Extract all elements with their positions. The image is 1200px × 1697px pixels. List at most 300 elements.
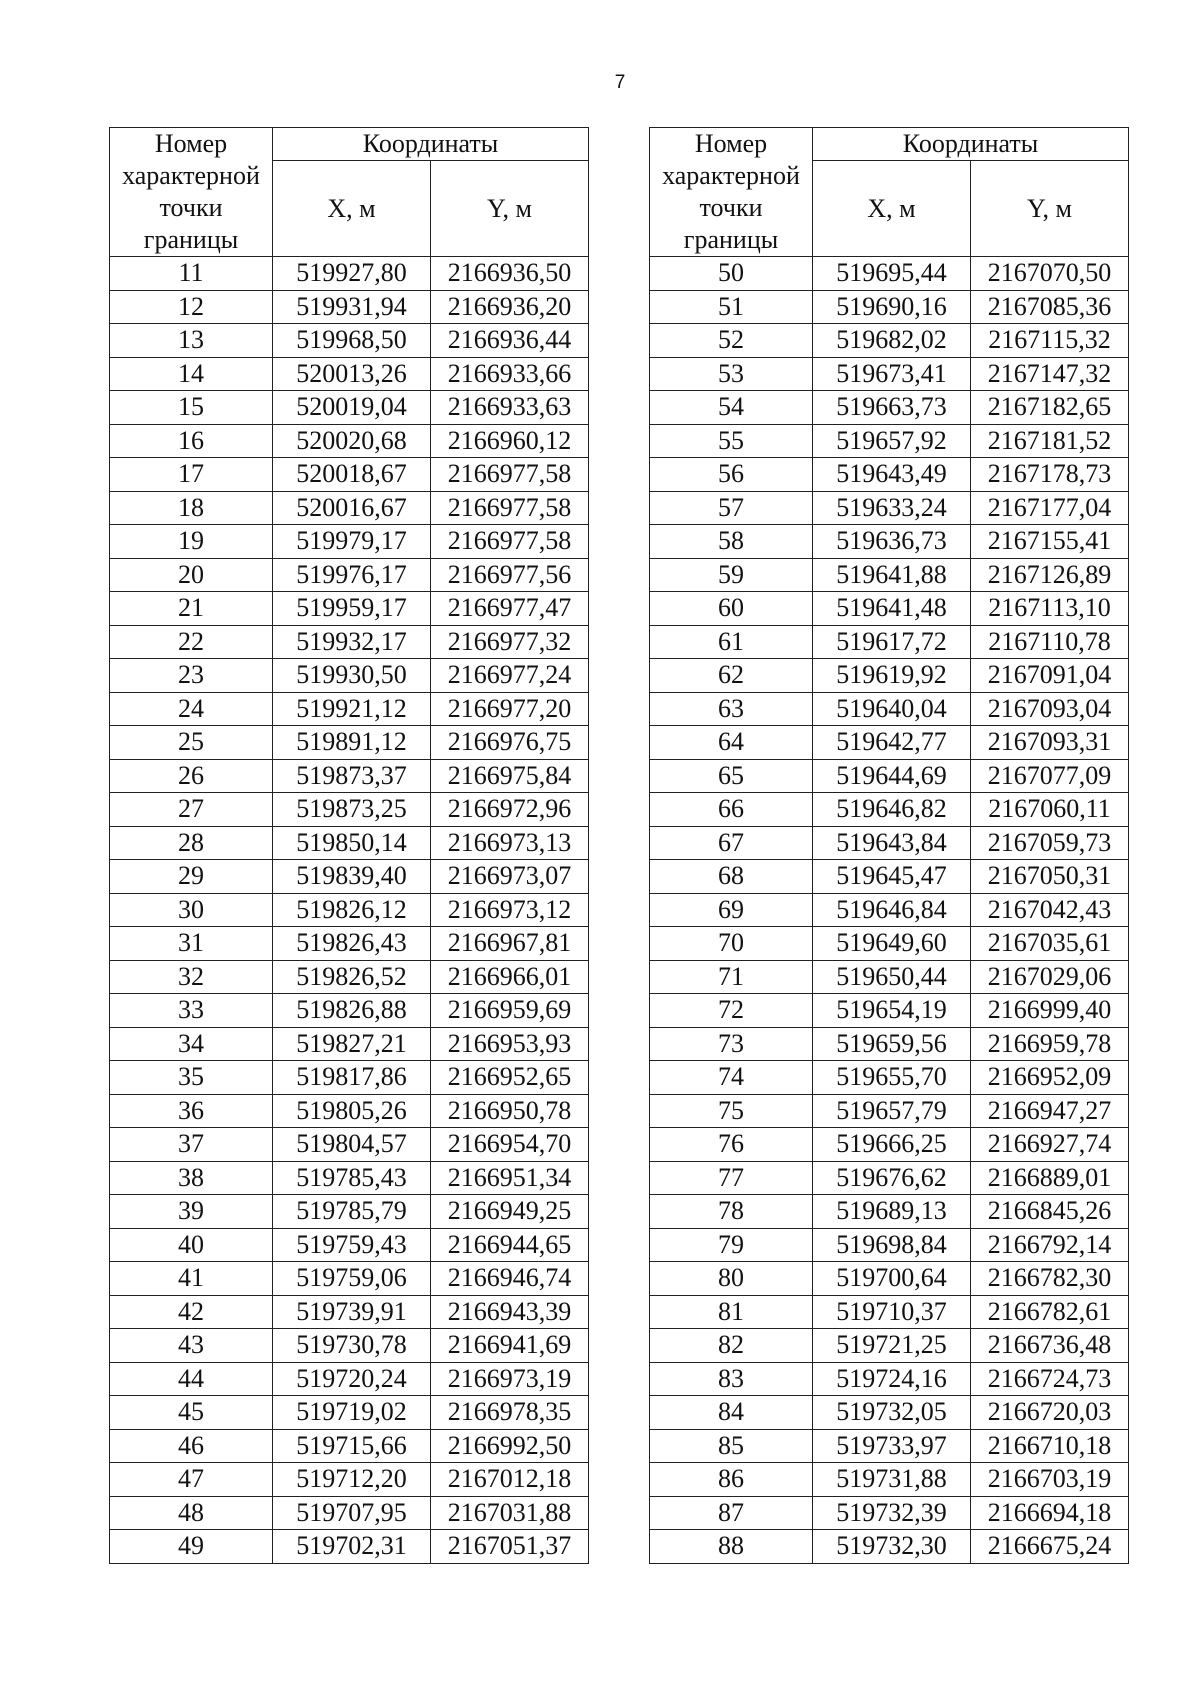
x-coordinate-cell: 519715,66 — [273, 1429, 431, 1463]
x-coordinate-cell: 519682,02 — [813, 324, 971, 358]
table-row — [650, 759, 1129, 793]
point-number-cell: 53 — [650, 357, 813, 391]
point-number-cell: 65 — [650, 759, 813, 793]
page-number: 7 — [614, 72, 626, 93]
x-coordinate-cell: 519644,69 — [813, 759, 971, 793]
table-row — [650, 927, 1129, 961]
point-number-cell: 16 — [110, 424, 273, 458]
point-number-cell: 83 — [650, 1362, 813, 1396]
point-number-cell: 49 — [110, 1530, 273, 1564]
point-number-cell: 82 — [650, 1329, 813, 1363]
y-coordinate-cell: 2167085,36 — [971, 290, 1129, 324]
x-coordinate-cell: 519979,17 — [273, 525, 431, 559]
y-coordinate-cell: 2166973,12 — [431, 893, 589, 927]
y-coordinate-cell: 2166703,19 — [971, 1463, 1129, 1497]
table-row — [110, 1496, 589, 1530]
point-number-cell: 84 — [650, 1396, 813, 1430]
x-coordinate-cell: 519673,41 — [813, 357, 971, 391]
x-coordinate-cell: 519817,86 — [273, 1061, 431, 1095]
y-coordinate-cell: 2166943,39 — [431, 1295, 589, 1329]
table-row — [110, 1228, 589, 1262]
x-coordinate-cell: 519710,37 — [813, 1295, 971, 1329]
y-coordinate-cell: 2166947,27 — [971, 1094, 1129, 1128]
x-coordinate-cell: 519827,21 — [273, 1027, 431, 1061]
table-row — [110, 726, 589, 760]
point-number-cell: 34 — [110, 1027, 273, 1061]
x-coordinate-cell: 519921,12 — [273, 692, 431, 726]
point-number-cell: 24 — [110, 692, 273, 726]
table-row — [650, 1228, 1129, 1262]
y-coordinate-cell: 2166936,20 — [431, 290, 589, 324]
y-coordinate-cell: 2166933,66 — [431, 357, 589, 391]
x-coordinate-cell: 519695,44 — [813, 257, 971, 291]
x-coordinate-cell: 519646,84 — [813, 893, 971, 927]
table-row — [650, 960, 1129, 994]
table-row — [110, 290, 589, 324]
point-number-cell: 66 — [650, 793, 813, 827]
y-coordinate-cell: 2167113,10 — [971, 592, 1129, 626]
point-number-cell: 81 — [650, 1295, 813, 1329]
x-coordinate-cell: 519976,17 — [273, 558, 431, 592]
x-coordinate-cell: 520018,67 — [273, 458, 431, 492]
table-row — [110, 860, 589, 894]
point-number-cell: 87 — [650, 1496, 813, 1530]
y-coordinate-cell: 2166977,32 — [431, 625, 589, 659]
y-coordinate-cell: 2167042,43 — [971, 893, 1129, 927]
x-coordinate-cell: 519720,24 — [273, 1362, 431, 1396]
point-number-cell: 11 — [110, 257, 273, 291]
y-coordinate-cell: 2167012,18 — [431, 1463, 589, 1497]
y-coordinate-cell: 2166944,65 — [431, 1228, 589, 1262]
table-row — [110, 692, 589, 726]
table-row — [110, 994, 589, 1028]
x-coordinate-cell: 519712,20 — [273, 1463, 431, 1497]
x-coordinate-cell: 519676,62 — [813, 1161, 971, 1195]
x-coordinate-cell: 519646,82 — [813, 793, 971, 827]
point-number-cell: 25 — [110, 726, 273, 760]
point-number-cell: 78 — [650, 1195, 813, 1229]
point-number-cell: 72 — [650, 994, 813, 1028]
y-coordinate-cell: 2167060,11 — [971, 793, 1129, 827]
x-coordinate-cell: 519739,91 — [273, 1295, 431, 1329]
table-row — [650, 391, 1129, 425]
point-number-cell: 29 — [110, 860, 273, 894]
table-row — [110, 391, 589, 425]
y-coordinate-cell: 2166977,20 — [431, 692, 589, 726]
point-number-cell: 45 — [110, 1396, 273, 1430]
x-coordinate-cell: 519617,72 — [813, 625, 971, 659]
x-coordinate-cell: 519732,30 — [813, 1530, 971, 1564]
y-coordinate-cell: 2166977,47 — [431, 592, 589, 626]
x-coordinate-cell: 519649,60 — [813, 927, 971, 961]
x-coordinate-cell: 519650,44 — [813, 960, 971, 994]
point-number-cell: 47 — [110, 1463, 273, 1497]
y-coordinate-cell: 2166977,24 — [431, 659, 589, 693]
y-coordinate-cell: 2167093,04 — [971, 692, 1129, 726]
x-coordinate-cell: 519702,31 — [273, 1530, 431, 1564]
y-coordinate-cell: 2167126,89 — [971, 558, 1129, 592]
y-coordinate-cell: 2166941,69 — [431, 1329, 589, 1363]
x-coordinate-cell: 519731,88 — [813, 1463, 971, 1497]
table-row — [110, 927, 589, 961]
y-coordinate-cell: 2166953,93 — [431, 1027, 589, 1061]
table-row — [650, 458, 1129, 492]
table-row — [650, 1061, 1129, 1095]
y-coordinate-cell: 2166960,12 — [431, 424, 589, 458]
point-number-cell: 41 — [110, 1262, 273, 1296]
x-coordinate-cell: 519659,56 — [813, 1027, 971, 1061]
point-number-cell: 69 — [650, 893, 813, 927]
table-row — [650, 893, 1129, 927]
table-row — [110, 1262, 589, 1296]
point-number-cell: 20 — [110, 558, 273, 592]
table-row — [110, 1061, 589, 1095]
table-row — [650, 1329, 1129, 1363]
y-coordinate-cell: 2166977,58 — [431, 525, 589, 559]
x-header: X, м — [813, 161, 971, 257]
y-coordinate-cell: 2166782,61 — [971, 1295, 1129, 1329]
x-coordinate-cell: 519633,24 — [813, 491, 971, 525]
x-coordinate-cell: 519826,12 — [273, 893, 431, 927]
y-coordinate-cell: 2166967,81 — [431, 927, 589, 961]
table-row — [110, 324, 589, 358]
point-number-cell: 35 — [110, 1061, 273, 1095]
coordinates-header: Координаты — [273, 128, 589, 161]
table-row — [110, 793, 589, 827]
y-header: Y, м — [971, 161, 1129, 257]
x-coordinate-cell: 519968,50 — [273, 324, 431, 358]
table-row — [110, 1027, 589, 1061]
table-row — [650, 726, 1129, 760]
y-coordinate-cell: 2166972,96 — [431, 793, 589, 827]
point-number-cell: 58 — [650, 525, 813, 559]
table-row — [650, 290, 1129, 324]
x-coordinate-cell: 519850,14 — [273, 826, 431, 860]
x-coordinate-cell: 519839,40 — [273, 860, 431, 894]
table-row — [110, 826, 589, 860]
y-coordinate-cell: 2166973,13 — [431, 826, 589, 860]
table-row — [110, 1128, 589, 1162]
y-coordinate-cell: 2167093,31 — [971, 726, 1129, 760]
point-number-cell: 70 — [650, 927, 813, 961]
point-number-cell: 39 — [110, 1195, 273, 1229]
y-coordinate-cell: 2166950,78 — [431, 1094, 589, 1128]
table-row — [110, 1429, 589, 1463]
point-number-cell: 50 — [650, 257, 813, 291]
y-coordinate-cell: 2167115,32 — [971, 324, 1129, 358]
table-row — [110, 1463, 589, 1497]
table-row — [650, 1295, 1129, 1329]
point-number-cell: 76 — [650, 1128, 813, 1162]
y-coordinate-cell: 2166978,35 — [431, 1396, 589, 1430]
table-row — [650, 525, 1129, 559]
table-row — [650, 558, 1129, 592]
point-number-cell: 62 — [650, 659, 813, 693]
point-number-cell: 22 — [110, 625, 273, 659]
point-number-cell: 31 — [110, 927, 273, 961]
table-row — [110, 357, 589, 391]
y-coordinate-cell: 2167035,61 — [971, 927, 1129, 961]
x-coordinate-cell: 519826,88 — [273, 994, 431, 1028]
x-coordinate-cell: 519654,19 — [813, 994, 971, 1028]
x-coordinate-cell: 519759,06 — [273, 1262, 431, 1296]
point-number-cell: 32 — [110, 960, 273, 994]
point-number-cell: 42 — [110, 1295, 273, 1329]
table-row — [650, 424, 1129, 458]
y-coordinate-cell: 2166736,48 — [971, 1329, 1129, 1363]
y-coordinate-cell: 2166973,07 — [431, 860, 589, 894]
y-coordinate-cell: 2167178,73 — [971, 458, 1129, 492]
y-coordinate-cell: 2166977,58 — [431, 458, 589, 492]
table-row — [650, 692, 1129, 726]
x-coordinate-cell: 519873,37 — [273, 759, 431, 793]
table-row — [110, 659, 589, 693]
x-coordinate-cell: 519724,16 — [813, 1362, 971, 1396]
table-row — [110, 1094, 589, 1128]
point-number-cell: 44 — [110, 1362, 273, 1396]
point-number-cell: 71 — [650, 960, 813, 994]
x-coordinate-cell: 519826,52 — [273, 960, 431, 994]
point-number-cell: 86 — [650, 1463, 813, 1497]
point-number-cell: 61 — [650, 625, 813, 659]
point-number-cell: 33 — [110, 994, 273, 1028]
table-row — [110, 1362, 589, 1396]
table-row — [650, 257, 1129, 291]
point-number-cell: 28 — [110, 826, 273, 860]
x-header: X, м — [273, 161, 431, 257]
x-coordinate-cell: 519689,13 — [813, 1195, 971, 1229]
y-coordinate-cell: 2166949,25 — [431, 1195, 589, 1229]
point-number-cell: 52 — [650, 324, 813, 358]
point-number-cell: 57 — [650, 491, 813, 525]
point-number-cell: 51 — [650, 290, 813, 324]
point-number-cell: 13 — [110, 324, 273, 358]
y-coordinate-cell: 2166946,74 — [431, 1262, 589, 1296]
point-number-cell: 60 — [650, 592, 813, 626]
y-coordinate-cell: 2166694,18 — [971, 1496, 1129, 1530]
y-coordinate-cell: 2166954,70 — [431, 1128, 589, 1162]
y-coordinate-cell: 2166959,78 — [971, 1027, 1129, 1061]
y-coordinate-cell: 2166936,50 — [431, 257, 589, 291]
point-number-cell: 63 — [650, 692, 813, 726]
table-row — [110, 558, 589, 592]
table-row — [110, 1295, 589, 1329]
x-coordinate-cell: 519698,84 — [813, 1228, 971, 1262]
y-coordinate-cell: 2166999,40 — [971, 994, 1129, 1028]
y-coordinate-cell: 2167051,37 — [431, 1530, 589, 1564]
y-coordinate-cell: 2166933,63 — [431, 391, 589, 425]
y-coordinate-cell: 2166675,24 — [971, 1530, 1129, 1564]
table-row — [650, 1496, 1129, 1530]
table-row — [110, 257, 589, 291]
x-coordinate-cell: 519732,05 — [813, 1396, 971, 1430]
point-number-cell: 21 — [110, 592, 273, 626]
x-coordinate-cell: 519636,73 — [813, 525, 971, 559]
x-coordinate-cell: 519930,50 — [273, 659, 431, 693]
x-coordinate-cell: 519759,43 — [273, 1228, 431, 1262]
table-row — [650, 1530, 1129, 1564]
point-number-cell: 40 — [110, 1228, 273, 1262]
y-coordinate-cell: 2167070,50 — [971, 257, 1129, 291]
y-coordinate-cell: 2167029,06 — [971, 960, 1129, 994]
point-number-cell: 56 — [650, 458, 813, 492]
table-row — [110, 592, 589, 626]
table-row — [650, 1161, 1129, 1195]
y-coordinate-cell: 2166977,58 — [431, 491, 589, 525]
x-coordinate-cell: 519690,16 — [813, 290, 971, 324]
x-coordinate-cell: 519721,25 — [813, 1329, 971, 1363]
coordinates-table-right — [649, 127, 1129, 1564]
point-number-header: Номер характерной точки границы — [650, 128, 813, 257]
y-coordinate-cell: 2166710,18 — [971, 1429, 1129, 1463]
y-coordinate-cell: 2166792,14 — [971, 1228, 1129, 1262]
point-number-cell: 27 — [110, 793, 273, 827]
point-number-cell: 19 — [110, 525, 273, 559]
table-row — [650, 793, 1129, 827]
table-row — [110, 759, 589, 793]
table-row — [650, 357, 1129, 391]
x-coordinate-cell: 520020,68 — [273, 424, 431, 458]
x-coordinate-cell: 519657,92 — [813, 424, 971, 458]
x-coordinate-cell: 519805,26 — [273, 1094, 431, 1128]
x-coordinate-cell: 519733,97 — [813, 1429, 971, 1463]
table-row — [110, 1530, 589, 1564]
y-coordinate-cell: 2167059,73 — [971, 826, 1129, 860]
x-coordinate-cell: 519666,25 — [813, 1128, 971, 1162]
x-coordinate-cell: 519643,49 — [813, 458, 971, 492]
point-number-cell: 74 — [650, 1061, 813, 1095]
x-coordinate-cell: 520016,67 — [273, 491, 431, 525]
point-number-cell: 64 — [650, 726, 813, 760]
point-number-cell: 23 — [110, 659, 273, 693]
table-row — [650, 491, 1129, 525]
y-coordinate-cell: 2166952,65 — [431, 1061, 589, 1095]
y-coordinate-cell: 2167147,32 — [971, 357, 1129, 391]
point-number-cell: 43 — [110, 1329, 273, 1363]
y-coordinate-cell: 2166973,19 — [431, 1362, 589, 1396]
x-coordinate-cell: 519785,79 — [273, 1195, 431, 1229]
table-row — [650, 659, 1129, 693]
y-coordinate-cell: 2167091,04 — [971, 659, 1129, 693]
y-coordinate-cell: 2166845,26 — [971, 1195, 1129, 1229]
x-coordinate-cell: 519959,17 — [273, 592, 431, 626]
coordinates-header: Координаты — [813, 128, 1129, 161]
point-number-cell: 48 — [110, 1496, 273, 1530]
point-number-cell: 15 — [110, 391, 273, 425]
point-number-cell: 12 — [110, 290, 273, 324]
x-coordinate-cell: 519891,12 — [273, 726, 431, 760]
y-coordinate-cell: 2166951,34 — [431, 1161, 589, 1195]
x-coordinate-cell: 519641,48 — [813, 592, 971, 626]
x-coordinate-cell: 519932,17 — [273, 625, 431, 659]
y-coordinate-cell: 2166936,44 — [431, 324, 589, 358]
point-number-cell: 17 — [110, 458, 273, 492]
table-row — [650, 994, 1129, 1028]
x-coordinate-cell: 519927,80 — [273, 257, 431, 291]
point-number-cell: 73 — [650, 1027, 813, 1061]
point-number-cell: 54 — [650, 391, 813, 425]
table-row — [110, 1329, 589, 1363]
table-row — [650, 1396, 1129, 1430]
point-number-cell: 36 — [110, 1094, 273, 1128]
table-row — [650, 1463, 1129, 1497]
x-coordinate-cell: 520013,26 — [273, 357, 431, 391]
table-row — [110, 424, 589, 458]
point-number-cell: 26 — [110, 759, 273, 793]
table-row — [650, 625, 1129, 659]
y-coordinate-cell: 2166952,09 — [971, 1061, 1129, 1095]
x-coordinate-cell: 519663,73 — [813, 391, 971, 425]
point-number-cell: 59 — [650, 558, 813, 592]
x-coordinate-cell: 519804,57 — [273, 1128, 431, 1162]
x-coordinate-cell: 519645,47 — [813, 860, 971, 894]
x-coordinate-cell: 519931,94 — [273, 290, 431, 324]
y-coordinate-cell: 2167181,52 — [971, 424, 1129, 458]
table-row — [650, 826, 1129, 860]
y-coordinate-cell: 2166720,03 — [971, 1396, 1129, 1430]
point-number-cell: 18 — [110, 491, 273, 525]
point-number-cell: 79 — [650, 1228, 813, 1262]
table-row — [650, 324, 1129, 358]
point-number-cell: 38 — [110, 1161, 273, 1195]
point-number-cell: 67 — [650, 826, 813, 860]
y-coordinate-cell: 2167031,88 — [431, 1496, 589, 1530]
y-coordinate-cell: 2166966,01 — [431, 960, 589, 994]
table-row — [110, 525, 589, 559]
y-coordinate-cell: 2166782,30 — [971, 1262, 1129, 1296]
y-coordinate-cell: 2167050,31 — [971, 860, 1129, 894]
x-coordinate-cell: 519732,39 — [813, 1496, 971, 1530]
point-number-cell: 46 — [110, 1429, 273, 1463]
x-coordinate-cell: 520019,04 — [273, 391, 431, 425]
point-number-cell: 75 — [650, 1094, 813, 1128]
table-row — [650, 592, 1129, 626]
table-row — [110, 1161, 589, 1195]
table-row — [110, 491, 589, 525]
table-row — [650, 1195, 1129, 1229]
table-row — [110, 893, 589, 927]
table-row — [650, 1262, 1129, 1296]
coordinates-table-left — [109, 127, 589, 1564]
y-coordinate-cell: 2166959,69 — [431, 994, 589, 1028]
table-row — [110, 1396, 589, 1430]
point-number-cell: 14 — [110, 357, 273, 391]
x-coordinate-cell: 519619,92 — [813, 659, 971, 693]
table-row — [110, 625, 589, 659]
x-coordinate-cell: 519730,78 — [273, 1329, 431, 1363]
point-number-cell: 85 — [650, 1429, 813, 1463]
y-coordinate-cell: 2167155,41 — [971, 525, 1129, 559]
table-row — [650, 1094, 1129, 1128]
x-coordinate-cell: 519719,02 — [273, 1396, 431, 1430]
x-coordinate-cell: 519700,64 — [813, 1262, 971, 1296]
y-header: Y, м — [431, 161, 589, 257]
point-number-cell: 68 — [650, 860, 813, 894]
table-row — [650, 1429, 1129, 1463]
table-row — [110, 458, 589, 492]
x-coordinate-cell: 519873,25 — [273, 793, 431, 827]
x-coordinate-cell: 519643,84 — [813, 826, 971, 860]
table-row — [650, 1128, 1129, 1162]
x-coordinate-cell: 519785,43 — [273, 1161, 431, 1195]
x-coordinate-cell: 519655,70 — [813, 1061, 971, 1095]
x-coordinate-cell: 519657,79 — [813, 1094, 971, 1128]
table-row — [650, 860, 1129, 894]
point-number-cell: 37 — [110, 1128, 273, 1162]
y-coordinate-cell: 2167110,78 — [971, 625, 1129, 659]
table-row — [110, 960, 589, 994]
y-coordinate-cell: 2166889,01 — [971, 1161, 1129, 1195]
